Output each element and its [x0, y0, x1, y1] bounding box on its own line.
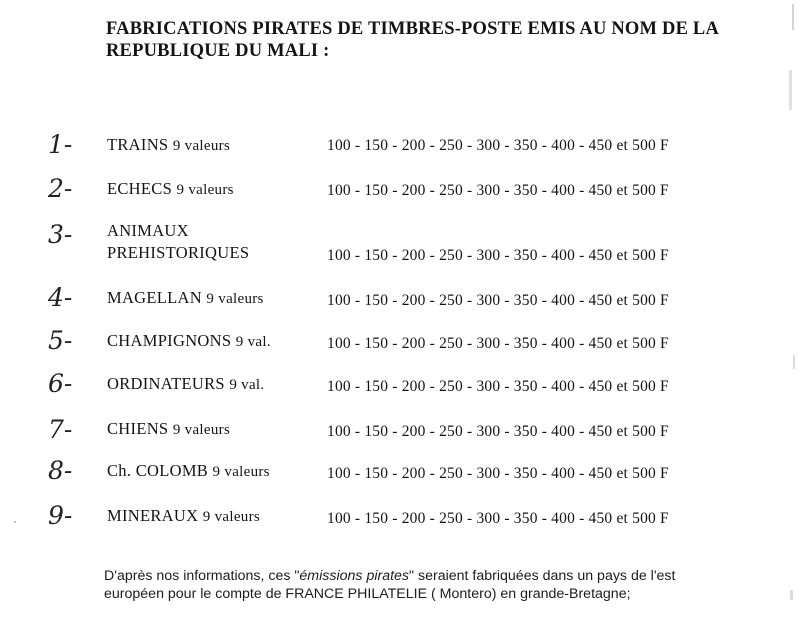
item-number: 1- [48, 130, 73, 159]
item-number: 2- [48, 174, 73, 203]
item-number: 3- [48, 220, 73, 249]
item-values: 100 - 150 - 200 - 250 - 300 - 350 - 400 - 450 et 500 F [327, 335, 669, 352]
list-item [0, 326, 800, 366]
item-values: 100 - 150 - 200 - 250 - 300 - 350 - 400 - 450 et 500 F [327, 247, 669, 264]
list-item [0, 501, 800, 541]
item-name-main: CHAMPIGNONS [107, 331, 232, 350]
title-line-1: FABRICATIONS PIRATES DE TIMBRES-POSTE EMIS AU NOM DE LA [106, 19, 720, 39]
item-values: 100 - 150 - 200 - 250 - 300 - 350 - 400 - 450 et 500 F [327, 182, 669, 199]
list-item [0, 283, 800, 323]
item-number: 5- [48, 326, 73, 355]
item-name [107, 179, 234, 200]
item-count: 9 valeurs [206, 291, 264, 307]
item-name [107, 331, 271, 352]
item-values: 100 - 150 - 200 - 250 - 300 - 350 - 400 - 450 et 500 F [327, 137, 669, 154]
item-values: 100 - 150 - 200 - 250 - 300 - 350 - 400 - 450 et 500 F [327, 465, 669, 482]
item-count: 9 valeurs [176, 182, 234, 198]
item-name-main: ORDINATEURS [107, 374, 225, 393]
item-values: 100 - 150 - 200 - 250 - 300 - 350 - 400 - 450 et 500 F [327, 378, 669, 395]
item-number: 9- [48, 501, 73, 530]
footnote-text-pre: D'après nos informations, ces " [104, 568, 300, 584]
item-values: 100 - 150 - 200 - 250 - 300 - 350 - 400 - 450 et 500 F [327, 292, 669, 309]
footnote-line-2: européen pour le compte de FRANCE PHILATELIE ( Montero) en grande-Bretagne; [104, 586, 631, 602]
item-values: 100 - 150 - 200 - 250 - 300 - 350 - 400 - 450 et 500 F [327, 423, 669, 440]
item-count: 9 val. [235, 334, 271, 350]
item-name [107, 288, 264, 309]
item-name [107, 419, 230, 440]
item-name [107, 374, 264, 395]
footnote-emphasis: émissions pirates [299, 568, 410, 584]
list-item [0, 218, 800, 268]
list-item [0, 172, 800, 212]
list-item [0, 456, 800, 496]
item-name-main: TRAINS [107, 135, 169, 154]
footnote-line-1 [104, 567, 784, 585]
item-name [107, 461, 270, 482]
item-name-line-2: PREHISTORIQUES [107, 243, 250, 262]
scan-noise [790, 590, 793, 600]
list-item [0, 130, 800, 170]
item-values: 100 - 150 - 200 - 250 - 300 - 350 - 400 - 450 et 500 F [327, 510, 669, 527]
item-name-main: MAGELLAN [107, 288, 202, 307]
item-count: 9 valeurs [212, 464, 270, 480]
item-name-main: MINERAUX [107, 506, 199, 525]
item-name-line-1: ANIMAUX [107, 221, 189, 240]
scan-noise [793, 355, 795, 369]
item-number: 8- [48, 456, 73, 485]
item-count: 9 valeurs [172, 138, 231, 154]
item-number: 4- [48, 283, 73, 312]
list-item [0, 415, 800, 455]
item-count: 9 valeurs [172, 422, 231, 438]
item-name-main: ECHECS [107, 179, 173, 198]
item-number: 6- [48, 369, 73, 398]
item-count: 9 val. [229, 377, 265, 393]
item-number: 7- [48, 415, 73, 444]
item-name [107, 506, 260, 527]
item-name-main: CHIENS [107, 419, 169, 438]
document-title [106, 18, 786, 62]
scan-noise [14, 521, 16, 523]
item-count: 9 valeurs [202, 509, 261, 525]
list-item [0, 369, 800, 409]
footnote-text-post: " seraient fabriquées dans un pays de l'est [409, 568, 676, 584]
scan-noise [789, 70, 792, 110]
item-name [107, 135, 230, 156]
title-line-2: REPUBLIQUE DU MALI : [106, 41, 330, 61]
footnote [104, 567, 784, 603]
scan-noise [792, 4, 794, 30]
item-name-main: Ch. COLOMB [107, 461, 209, 480]
